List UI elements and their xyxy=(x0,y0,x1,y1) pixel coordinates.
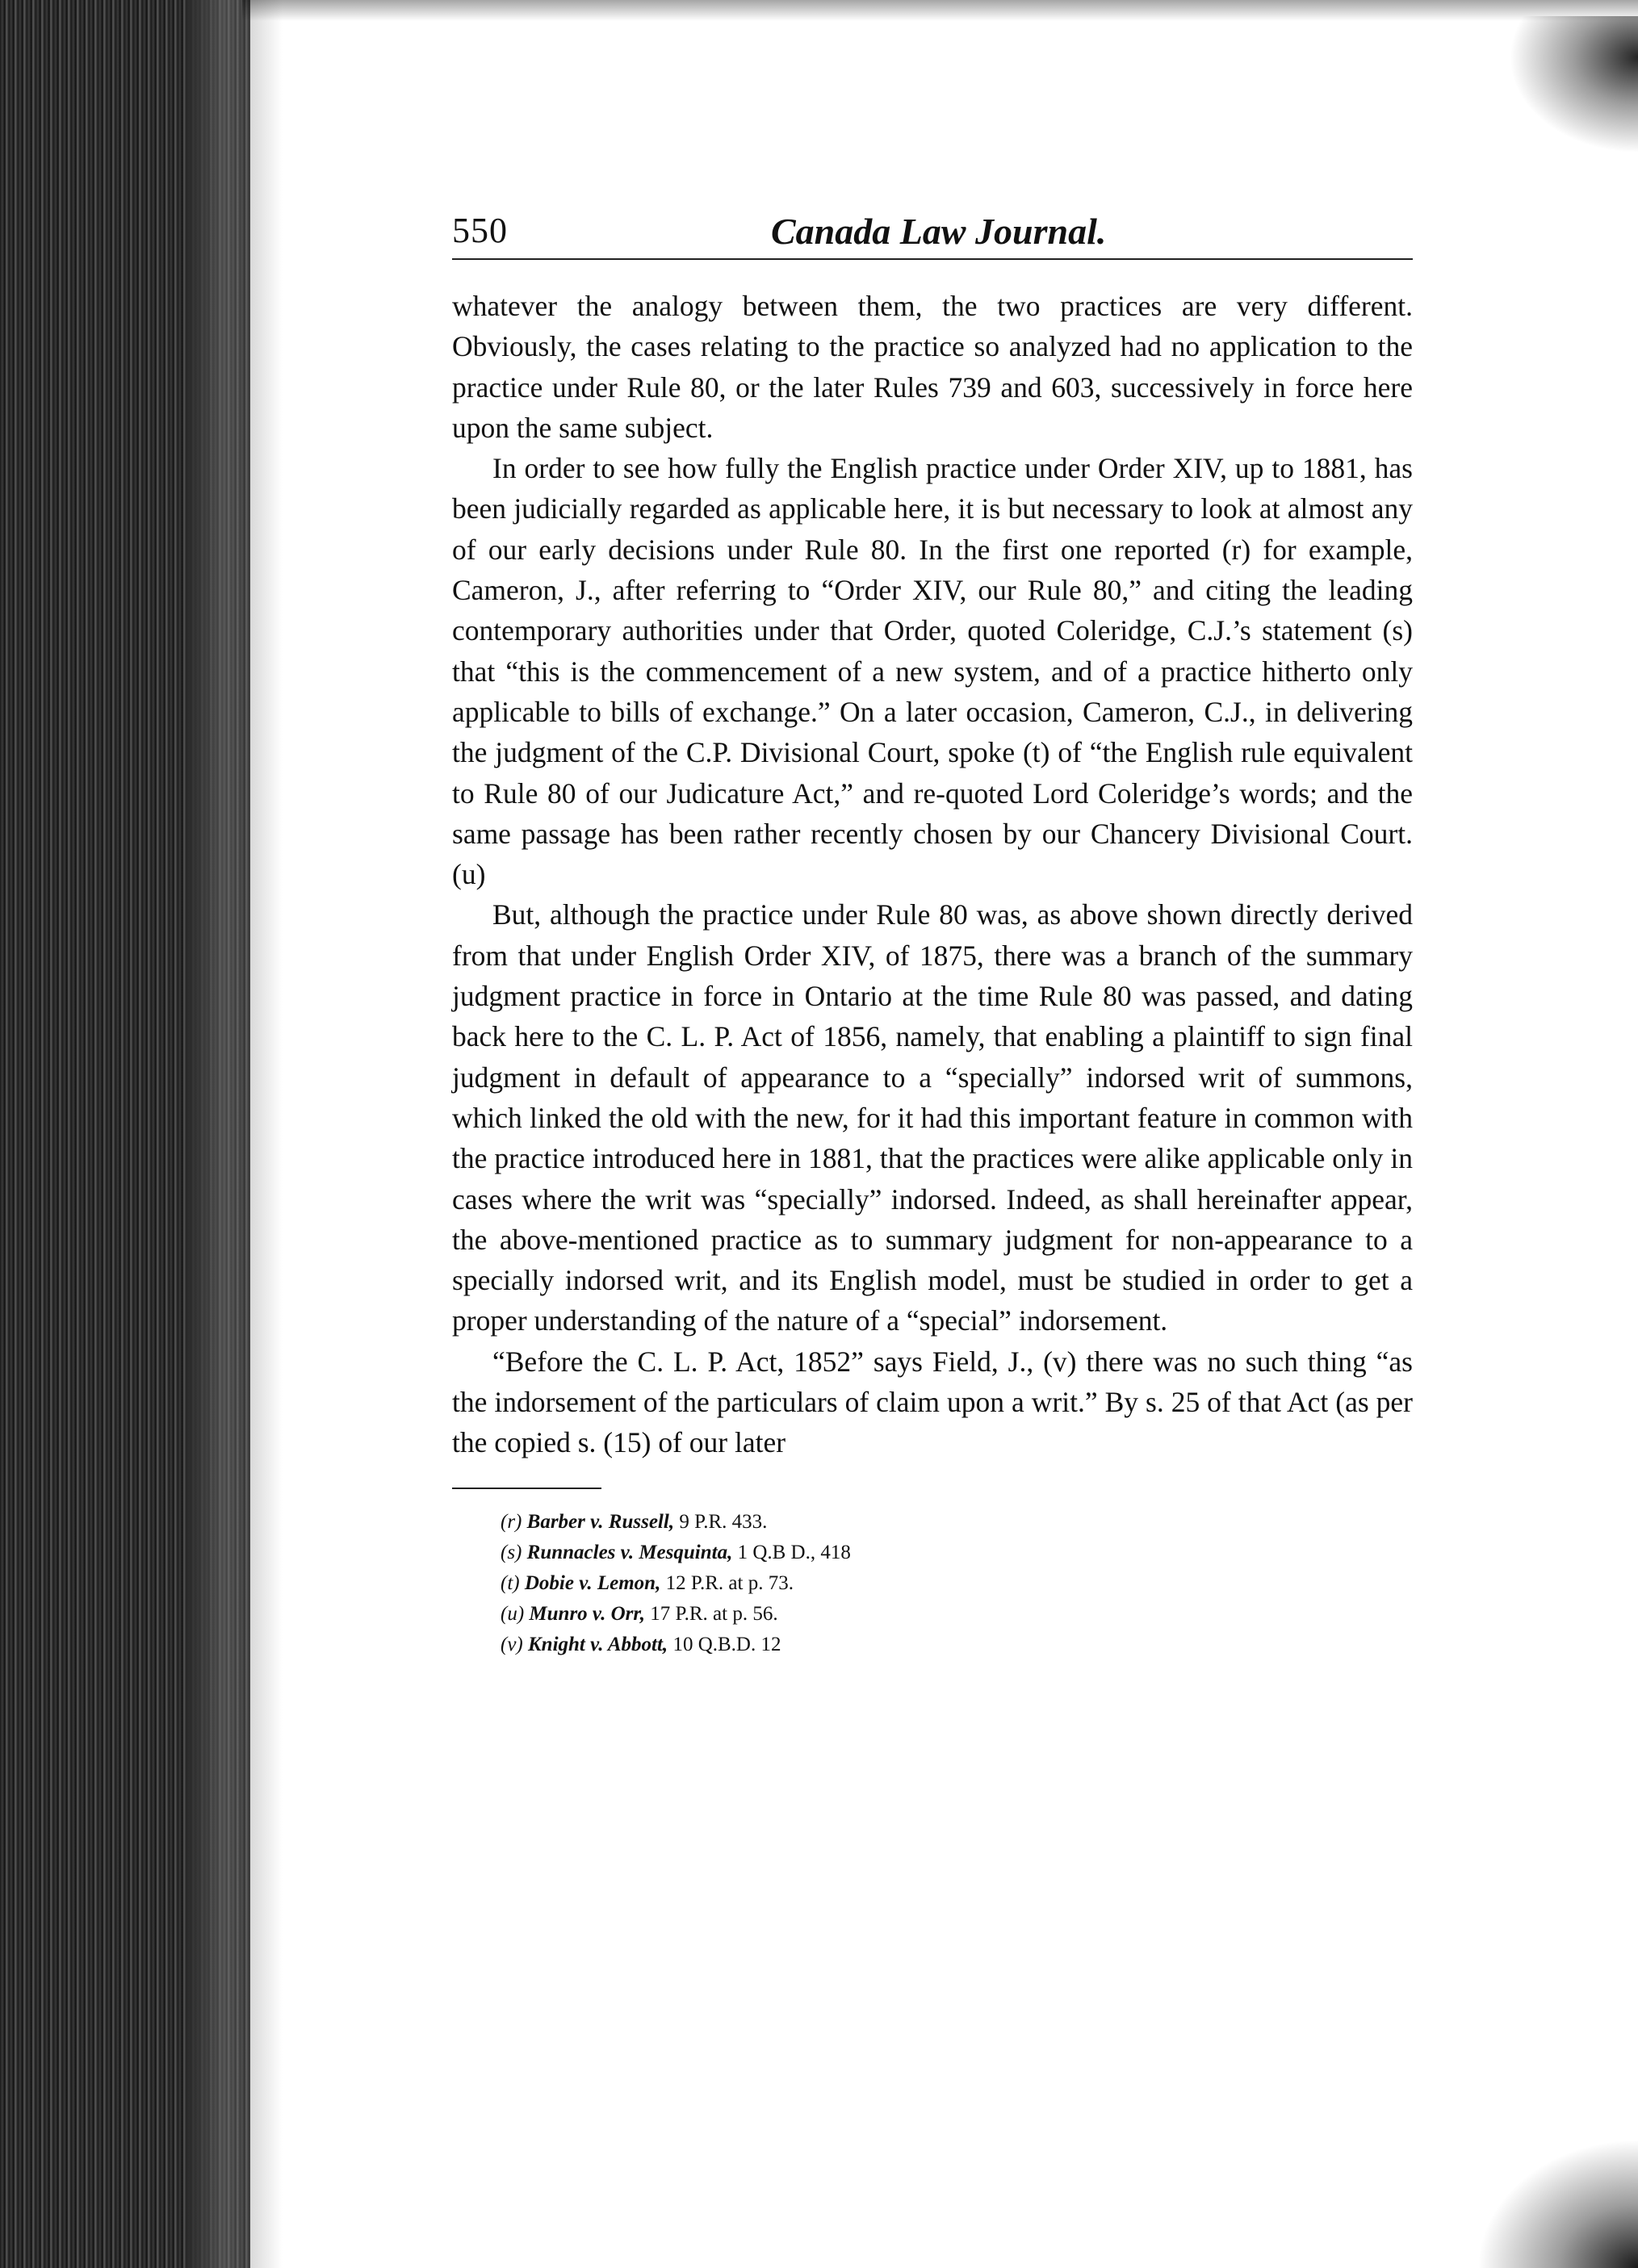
footnote xyxy=(501,1507,1413,1538)
paragraph-1: whatever the analogy between them, the two practices are very different. Obviously, the cases relating to the practice so analyzed had no application to the practice under Rule 80, or the later Rules 739 and 603, successively in force here upon the same subject. xyxy=(452,290,1413,444)
footnote-case: Dobie v. Lemon, xyxy=(524,1571,661,1594)
running-head xyxy=(452,194,1413,250)
scan-corner-shadow-bottom-right xyxy=(1477,2139,1638,2268)
footnote xyxy=(501,1599,1413,1630)
header-rule xyxy=(452,258,1413,260)
footnote xyxy=(501,1568,1413,1599)
journal-title: Canada Law Journal. xyxy=(771,211,1107,252)
footnote-mark: (s) xyxy=(501,1541,522,1563)
footnote-case: Barber v. Russell, xyxy=(526,1510,675,1533)
scan-top-shadow xyxy=(242,0,1638,21)
footnote-citation: 10 Q.B.D. 12 xyxy=(672,1633,781,1655)
footnote-case: Runnacles v. Mesquinta, xyxy=(526,1541,733,1563)
footnotes xyxy=(452,1507,1413,1660)
scan-binding-shadow xyxy=(186,0,283,2268)
scan-corner-shadow-top-right xyxy=(1509,16,1638,153)
journal-page xyxy=(452,194,1413,1660)
paragraph-3: But, although the practice under Rule 80 was, as above shown directly derived from that under English Order XIV, of 1875, there was a branch of the summary judgment practice in force in Ontario at the time Rule 80 was passed, and dating back here to the C. L. P. Act of 1856, namely, that enabling a plaintiff to sign final judgment in default of appearance to a “specially” indorsed writ of summons, which linked the old with the new, for it had this important feature in common with the practice introduced here in 1881, that the practices were alike applicable only in cases where the writ was “specially” indorsed. Indeed, as shall hereinafter appear, the above-mentioned practice as to summary judgment for non-appearance to a specially indorsed writ, and its English model, must be studied in order to get a proper understanding of the nature of a “special” indorsement. xyxy=(452,898,1413,1337)
footnote-case: Munro v. Orr, xyxy=(529,1602,645,1625)
article-body xyxy=(452,286,1413,1463)
page-number: 550 xyxy=(452,211,508,250)
footnote-case: Knight v. Abbott, xyxy=(528,1633,668,1655)
footnote-rule xyxy=(452,1488,601,1489)
footnote-citation: 12 P.R. at p. 73. xyxy=(665,1571,794,1594)
paragraph-2: In order to see how fully the English practice under Order XIV, up to 1881, has been judicially regarded as applicable here, it is but necessary to look at almost any of our early decisions under Rule 80. In the first one reported (r) for example, Cameron, J., after referring to “Order XIV, our Rule 80,” and citing the leading contemporary authorities under that Order, quoted Coleridge, C.J.’s statement (s) that “this is the commencement of a new system, and of a practice hitherto only applicable to bills of exchange.” On a later occasion, Cameron, C.J., in delivering the judgment of the C.P. Divisional Court, spoke (t) of “the English rule equivalent to Rule 80 of our Judicature Act,” and re-quoted Lord Coleridge’s words; and the same passage has been rather recently chosen by our Chancery Divisional Court. (u) xyxy=(452,452,1413,891)
footnote-citation: 9 P.R. 433. xyxy=(679,1510,768,1533)
footnote-citation: 17 P.R. at p. 56. xyxy=(650,1602,778,1625)
paragraph-4: “Before the C. L. P. Act, 1852” says Field, J., (v) there was no such thing “as the indorsement of the particulars of claim upon a writ.” By s. 25 of that Act (as per the copied s. (15) of our later xyxy=(452,1345,1413,1459)
footnote xyxy=(501,1630,1413,1660)
footnote-citation: 1 Q.B D., 418 xyxy=(737,1541,851,1563)
footnote-mark: (r) xyxy=(501,1510,522,1533)
footnote xyxy=(501,1538,1413,1568)
footnote-mark: (u) xyxy=(501,1602,525,1625)
footnote-mark: (v) xyxy=(501,1633,523,1655)
footnote-mark: (t) xyxy=(501,1571,520,1594)
